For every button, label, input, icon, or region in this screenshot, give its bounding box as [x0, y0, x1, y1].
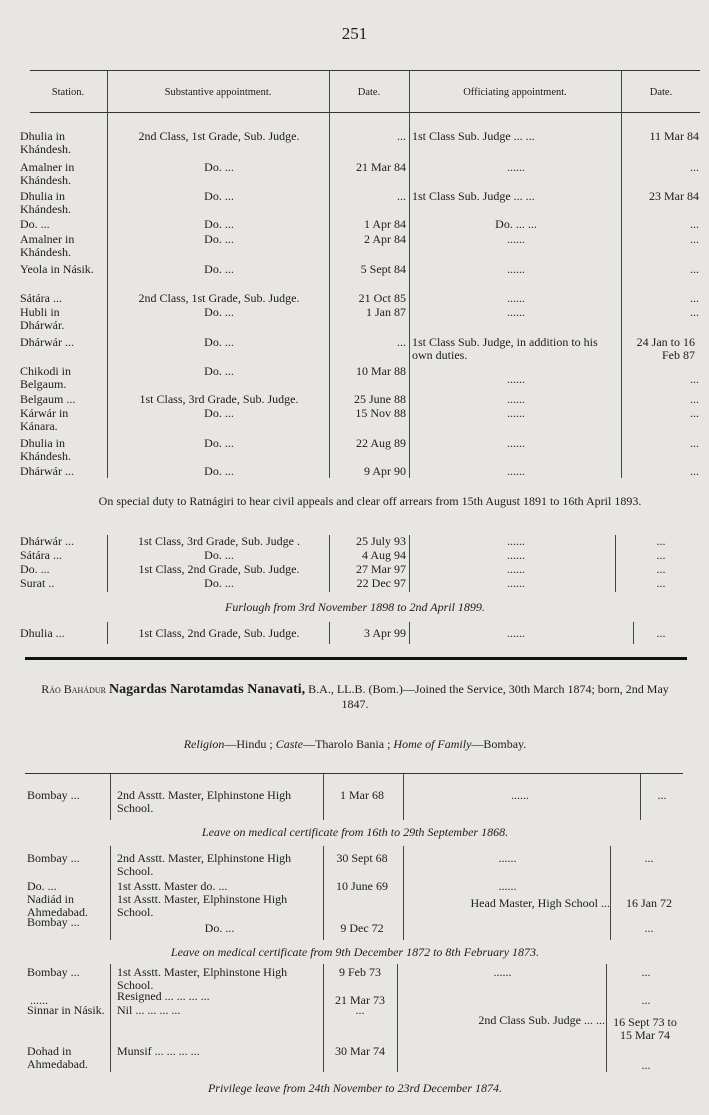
- officiating: ......: [507, 305, 525, 319]
- date-1: 22 Aug 89: [355, 436, 406, 450]
- station: Bombay ...: [27, 915, 80, 929]
- date-1: 21 Mar 84: [356, 160, 406, 174]
- station: Dohad in Ahmedabad.: [27, 1044, 88, 1071]
- station: ......: [30, 993, 48, 1007]
- date-2: 24 Jan to 16 Feb 87: [636, 335, 695, 362]
- date-2: ...: [656, 562, 666, 576]
- substantive: 1st Class, 2nd Grade, Sub. Judge.: [138, 626, 300, 640]
- date-2: ...: [656, 576, 666, 590]
- substantive: Do. ...: [204, 335, 234, 349]
- substantive: 2nd Class, 1st Grade, Sub. Judge.: [138, 291, 300, 305]
- officiating: ......: [507, 562, 525, 576]
- date-1: ...: [355, 1003, 365, 1017]
- date-1: 1 Mar 68: [340, 788, 384, 802]
- date-1: ...: [397, 335, 406, 349]
- station: Sátára ...: [20, 291, 62, 305]
- officiating: ......: [507, 464, 525, 478]
- date-2: ...: [690, 217, 699, 231]
- date-1: 10 Mar 88: [356, 364, 406, 378]
- col-rule: [107, 535, 108, 592]
- furlough-note: Furlough from 3rd November 1898 to 2nd April 1899.: [225, 600, 485, 614]
- officer-name: Nagardas Narotamdas Nanavati,: [109, 682, 306, 697]
- station: Sátára ...: [20, 548, 62, 562]
- header-substantive: Substantive appointment.: [164, 87, 272, 98]
- station: Dhulia ...: [20, 626, 65, 640]
- officiating: ......: [507, 392, 525, 406]
- col-rule: [403, 774, 404, 820]
- date-1: 1 Jan 87: [366, 305, 406, 319]
- col-rule: [323, 774, 324, 820]
- officiating: ......: [507, 436, 525, 450]
- col-rule: [409, 622, 410, 644]
- station: Nadiád in Ahmedabad.: [27, 892, 88, 919]
- header-bottom-rule: [30, 112, 700, 113]
- station: Dhulia in Khándesh.: [20, 436, 71, 463]
- officiating: ......: [511, 788, 529, 802]
- home-label: Home of Family: [393, 737, 472, 751]
- substantive: Do. ...: [204, 217, 234, 231]
- substantive: Do. ...: [204, 232, 234, 246]
- date-2: ...: [690, 291, 699, 305]
- section-divider: [25, 657, 687, 660]
- date-2: 16 Jan 72: [626, 896, 672, 910]
- station: Belgaum ...: [20, 392, 76, 406]
- officiating: ......: [507, 232, 525, 246]
- date-2: ...: [641, 1058, 651, 1072]
- date-1: 3 Apr 99: [364, 626, 406, 640]
- religion-label: Religion: [183, 737, 225, 751]
- date-2: ...: [690, 436, 699, 450]
- officiating: 1st Class Sub. Judge ... ...: [412, 189, 535, 203]
- substantive: Do. ...: [204, 262, 234, 276]
- col-rule: [606, 964, 607, 1072]
- substantive: Do. ...: [204, 464, 234, 478]
- substantive: Do. ...: [204, 406, 234, 420]
- date-1: ...: [397, 189, 406, 203]
- col-rule: [409, 535, 410, 592]
- officiating: ......: [498, 851, 517, 865]
- date-1: 22 Dec 97: [356, 576, 406, 590]
- officiating: ......: [498, 879, 517, 893]
- date-1: 10 June 69: [336, 879, 388, 893]
- substantive: 1st Asstt. Master do. ...: [117, 879, 228, 893]
- station: Amalner in Khándesh.: [20, 232, 75, 259]
- date-2: ...: [644, 851, 654, 865]
- station: Dhulia in Khándesh.: [20, 189, 71, 216]
- officiating: Head Master, High School ...: [470, 896, 610, 910]
- officiating: ......: [507, 372, 525, 386]
- substantive: Do. ...: [204, 921, 235, 935]
- leave-note-3: Privilege leave from 24th November to 23rd December 1874.: [207, 1081, 503, 1095]
- date-2: ...: [690, 305, 699, 319]
- date-2: ...: [690, 464, 699, 478]
- date-1: 9 Dec 72: [340, 921, 384, 935]
- date-1: 5 Sept 84: [360, 262, 406, 276]
- station: Dhulia in Khándesh.: [20, 129, 71, 156]
- station: Kárwár in Kánara.: [20, 406, 69, 433]
- substantive: Nil ... ... ... ...: [117, 1003, 181, 1017]
- substantive: 1st Asstt. Master, Elphinstone High School.: [117, 965, 288, 992]
- date-2: ...: [690, 372, 699, 386]
- substantive: 2nd Asstt. Master, Elphinstone High School.: [117, 788, 292, 815]
- station: Surat ..: [20, 576, 55, 590]
- officiating: ......: [507, 262, 525, 276]
- religion-value: Hindu: [236, 737, 267, 751]
- officiating: ......: [507, 406, 525, 420]
- officer-details: B.A., LL.B. (Bom.)—Joined the Service, 30th March 1874; born, 2nd May 1847.: [308, 682, 669, 711]
- caste-label: Caste: [275, 737, 304, 751]
- home-value: Bombay.: [483, 737, 527, 751]
- date-2: 23 Mar 84: [649, 189, 699, 203]
- col-rule: [323, 846, 324, 940]
- caste-value: Tharolo Bania: [315, 737, 385, 751]
- date-1: 21 Oct 85: [358, 291, 406, 305]
- substantive: Do. ...: [204, 436, 234, 450]
- col-rule: [403, 846, 404, 940]
- col-rule: [329, 622, 330, 644]
- date-1: ...: [397, 129, 406, 143]
- date-1: 30 Sept 68: [336, 851, 388, 865]
- date-1: 21 Mar 73: [335, 993, 385, 1007]
- substantive: Do. ...: [204, 305, 234, 319]
- substantive: Do. ...: [204, 189, 234, 203]
- station: Bombay ...: [27, 788, 80, 802]
- station: Do. ...: [20, 562, 50, 576]
- header-date-1: Date.: [357, 87, 381, 98]
- substantive: Resigned ... ... ... ...: [117, 989, 210, 1003]
- station: Bombay ...: [27, 965, 80, 979]
- station: Dhárwár ...: [20, 534, 74, 548]
- date-1: 25 July 93: [355, 534, 406, 548]
- station: Dhárwár ...: [20, 464, 74, 478]
- header-officiating: Officiating appointment.: [463, 87, 567, 98]
- substantive: 2nd Class, 1st Grade, Sub. Judge.: [138, 129, 300, 143]
- date-2: 16 Sept 73 to 15 Mar 74: [613, 1015, 677, 1042]
- date-1: 1 Apr 84: [364, 217, 406, 231]
- header-date-2: Date.: [649, 87, 673, 98]
- date-2: ...: [656, 534, 666, 548]
- substantive: Munsif ... ... ... ...: [117, 1044, 200, 1058]
- date-2: ...: [641, 993, 651, 1007]
- date-2: ...: [657, 788, 667, 802]
- date-1: 4 Aug 94: [361, 548, 406, 562]
- date-1: 27 Mar 97: [356, 562, 406, 576]
- officer-bio: [30, 682, 680, 712]
- date-2: ...: [644, 921, 654, 935]
- table-top-rule: [25, 773, 683, 774]
- date-1: 2 Apr 84: [364, 232, 406, 246]
- station: Sinnar in Násik.: [27, 1003, 105, 1017]
- officiating: ......: [507, 576, 525, 590]
- officiating: ......: [507, 160, 525, 174]
- special-duty-note: On special duty to Ratnágiri to hear civil appeals and clear off arrears from 15th August 1891 to 16th April 1893.: [98, 494, 642, 508]
- officer-religion-line: Religion—Hindu ; Caste—Tharolo Bania ; Home of Family—Bombay.: [183, 737, 527, 751]
- officiating: 1st Class Sub. Judge ... ...: [412, 129, 535, 143]
- date-1: 9 Feb 73: [339, 965, 381, 979]
- col-rule: [107, 70, 108, 478]
- date-2: ...: [690, 406, 699, 420]
- header-station: Station.: [51, 87, 85, 98]
- substantive: 1st Asstt. Master, Elphinstone High School.: [117, 892, 288, 919]
- station: Amalner in Khándesh.: [20, 160, 75, 187]
- date-1: 9 Apr 90: [364, 464, 406, 478]
- station: Do. ...: [27, 879, 57, 893]
- officiating: ......: [507, 626, 525, 640]
- col-rule: [323, 964, 324, 1072]
- substantive: Do. ...: [204, 160, 234, 174]
- officiating: ......: [507, 291, 525, 305]
- substantive: Do. ...: [204, 548, 234, 562]
- col-rule: [329, 70, 330, 478]
- leave-note-2: Leave on medical certificate from 9th December 1872 to 8th February 1873.: [170, 945, 540, 959]
- officiating: ......: [493, 965, 512, 979]
- col-rule: [329, 535, 330, 592]
- date-2: ...: [656, 548, 666, 562]
- officiating: 1st Class Sub. Judge, in addition to his own duties.: [412, 335, 598, 362]
- officiating: ......: [507, 548, 525, 562]
- substantive: Do. ...: [204, 576, 234, 590]
- substantive: 1st Class, 3rd Grade, Sub. Judge .: [138, 534, 300, 548]
- station: Hubli in Dhárwár.: [20, 305, 65, 332]
- substantive: 2nd Asstt. Master, Elphinstone High School.: [117, 851, 292, 878]
- leave-note-1: Leave on medical certificate from 16th to 29th September 1868.: [201, 825, 509, 839]
- page-number: 251: [341, 24, 368, 43]
- date-2: ...: [656, 626, 666, 640]
- station: Yeola in Násik.: [20, 262, 94, 276]
- col-rule: [397, 964, 398, 1072]
- col-rule: [640, 774, 641, 820]
- substantive: 1st Class, 3rd Grade, Sub. Judge.: [139, 392, 299, 406]
- officer-title: Ráo Bahádur: [41, 682, 107, 696]
- date-2: ...: [690, 262, 699, 276]
- date-2: ...: [690, 232, 699, 246]
- date-1: 30 Mar 74: [335, 1044, 385, 1058]
- date-1: 15 Nov 88: [355, 406, 406, 420]
- col-rule: [610, 846, 611, 940]
- station: Dhárwár ...: [20, 335, 74, 349]
- officiating: ......: [507, 534, 525, 548]
- officiating: Do. ... ...: [495, 217, 537, 231]
- col-rule: [409, 70, 410, 478]
- station: Chikodi in Belgaum.: [20, 364, 72, 391]
- date-1: 25 June 88: [354, 392, 406, 406]
- date-2: ...: [690, 160, 699, 174]
- officiating: 2nd Class Sub. Judge ... ...: [478, 1013, 605, 1027]
- station: Bombay ...: [27, 851, 80, 865]
- date-2: ...: [641, 965, 651, 979]
- date-2: ...: [690, 392, 699, 406]
- substantive: 1st Class, 2nd Grade, Sub. Judge.: [138, 562, 300, 576]
- substantive: Do. ...: [204, 364, 234, 378]
- col-rule: [107, 622, 108, 644]
- date-2: 11 Mar 84: [649, 129, 699, 143]
- station: Do. ...: [20, 217, 50, 231]
- col-rule: [621, 70, 622, 478]
- header-top-rule: [30, 70, 700, 71]
